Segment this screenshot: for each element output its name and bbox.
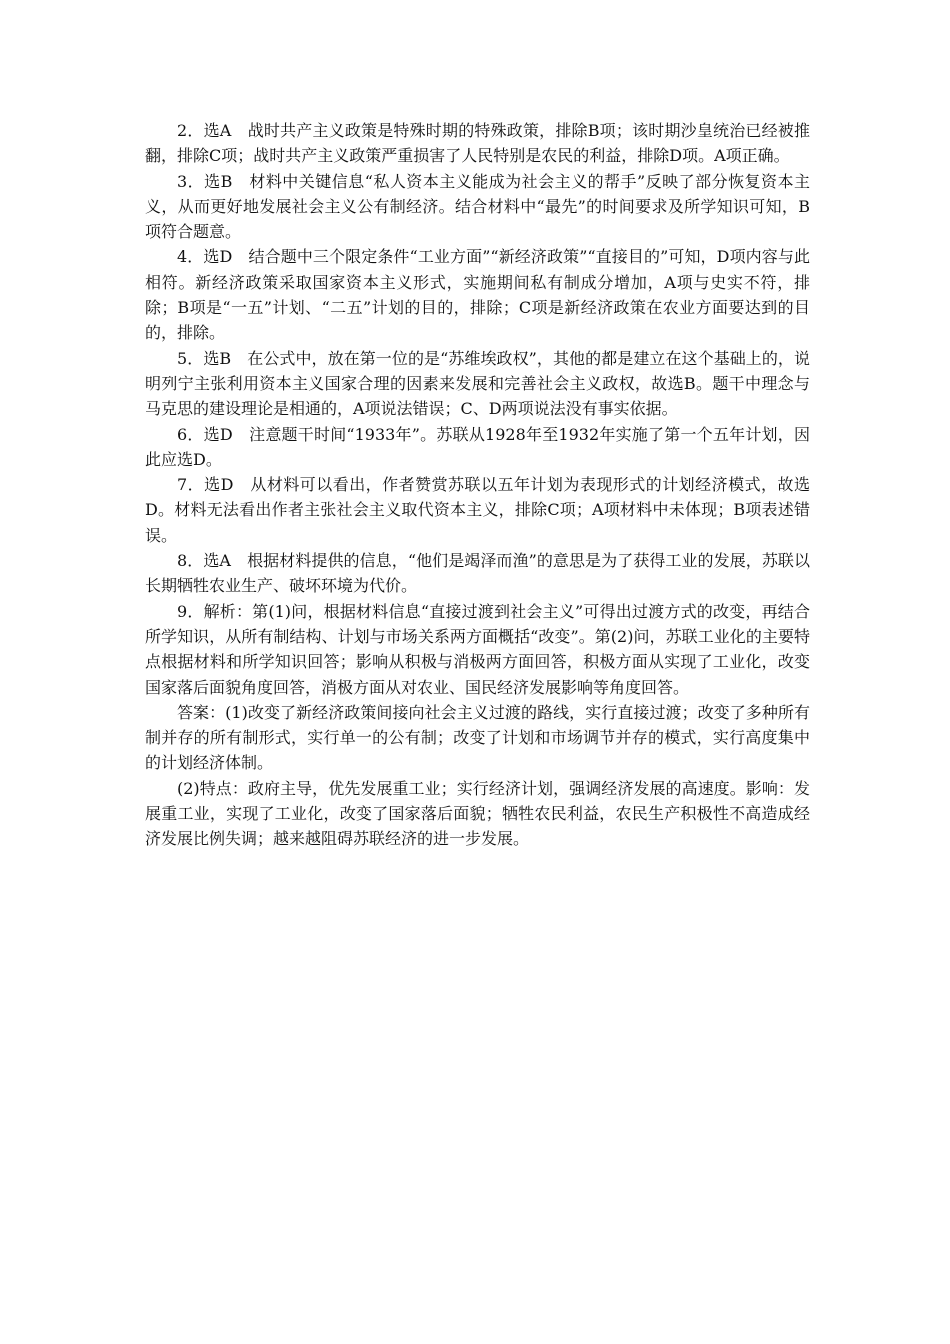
answer-item-6: 6．选D 注意题干时间“1933年”。苏联从1928年至1932年实施了第一个五年计划，因此应选D。 [145,424,810,469]
answer-item-9-analysis: 9．解析：第(1)问，根据材料信息“直接过渡到社会主义”可得出过渡方式的改变，再结合所学知识，从所有制结构、计划与市场关系两方面概括“改变”。第(2)问，苏联工业化的主要特点根据材料和所学知识回答；影响从积极与消极两方面回答，积极方面从实现了工业化，改变国家落后面貌角度回答，消极方面从对农业、国民经济发展影响等角度回答。 [145,601,810,697]
answer-item-4: 4．选D 结合题中三个限定条件“工业方面”“新经济政策”“直接目的”可知，D项内容与此相符。新经济政策采取国家资本主义形式，实施期间私有制成分增加，A项与史实不符，排除；B项是“一五”计划、“二五”计划的目的，排除；C项是新经济政策在农业方面要达到的目的，排除。 [145,247,810,343]
answer-item-8: 8．选A 根据材料提供的信息，“他们是竭泽而渔”的意思是为了获得工业的发展，苏联以长期牺牲农业生产、破坏环境为代价。 [145,551,810,596]
answer-item-9-part-2: (2)特点：政府主导，优先发展重工业；实行经济计划，强调经济发展的高速度。影响：发展重工业，实现了工业化，改变了国家落后面貌；牺牲农民利益，农民生产积极性不高造成经济发展比例失调；越来越阻碍苏联经济的进一步发展。 [145,778,810,849]
answer-item-2: 2．选A 战时共产主义政策是特殊时期的特殊政策，排除B项；该时期沙皇统治已经被推翻，排除C项；战时共产主义政策严重损害了人民特别是农民的利益，排除D项。A项正确。 [145,121,810,166]
answer-item-5: 5．选B 在公式中，放在第一位的是“苏维埃政权”，其他的都是建立在这个基础上的，说明列宁主张利用资本主义国家合理的因素来发展和完善社会主义政权，故选B。题干中理念与马克思的建设理论是相通的，A项说法错误；C、D两项说法没有事实依据。 [145,348,810,419]
answer-item-9-part-1: 答案：(1)改变了新经济政策间接向社会主义过渡的路线，实行直接过渡；改变了多种所有制并存的所有制形式，实行单一的公有制；改变了计划和市场调节并存的模式，实行高度集中的计划经济体制。 [145,702,810,773]
answer-item-7: 7．选D 从材料可以看出，作者赞赏苏联以五年计划为表现形式的计划经济模式，故选D。材料无法看出作者主张社会主义取代资本主义，排除C项；A项材料中未体现；B项表述错误。 [145,475,810,545]
answer-document [145,118,810,852]
answer-item-3: 3．选B 材料中关键信息“私人资本主义能成为社会主义的帮手”反映了部分恢复资本主义，从而更好地发展社会主义公有制经济。结合材料中“最先”的时间要求及所学知识可知，B项符合题意。 [145,171,810,242]
